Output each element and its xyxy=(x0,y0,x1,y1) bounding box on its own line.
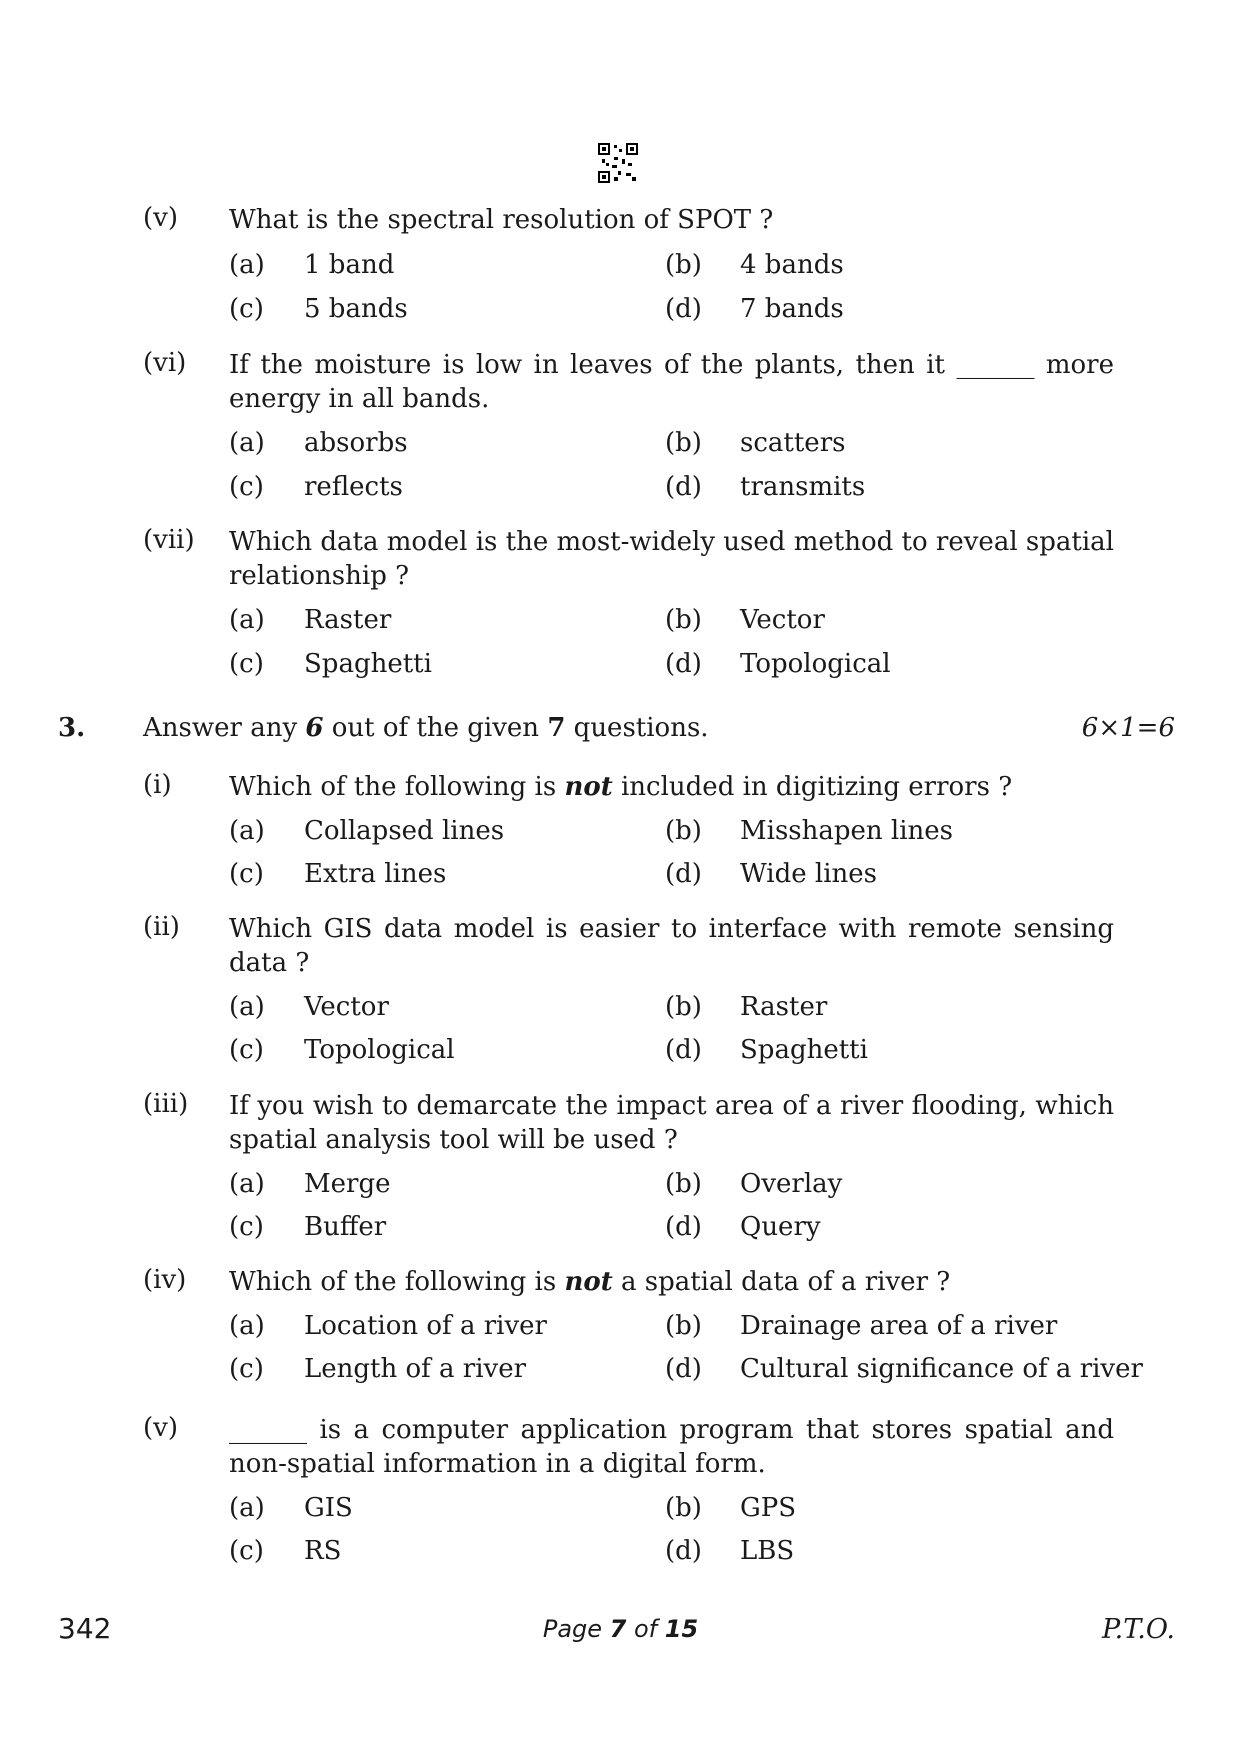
question-text: Which GIS data model is easier to interface with remote sensing data ? xyxy=(229,914,1114,978)
section-number: 3. xyxy=(58,713,86,743)
pto-label: P.T.O. xyxy=(1101,1614,1175,1645)
question-number: (iv) xyxy=(143,1265,187,1295)
question-text: If you wish to demarcate the impact area of a river flooding, which spatial analysis tool will be used ? xyxy=(229,1091,1114,1155)
qr-code-icon xyxy=(598,143,638,183)
question-text: Which data model is the most-widely used method to reveal spatial relationship ? xyxy=(229,527,1114,591)
question-text: ______ is a computer application program that stores spatial and non-spatial information in a digital form. xyxy=(229,1415,1114,1479)
question-text: What is the spectral resolution of SPOT ? xyxy=(229,205,774,235)
paper-code: 342 xyxy=(58,1612,112,1645)
question-text: If the moisture is low in leaves of the plants, then it ______ more energy in all bands. xyxy=(229,350,1114,414)
section-instruction: Answer any 6 out of the given 7 questions. xyxy=(143,713,709,743)
question-number: (vii) xyxy=(143,525,195,555)
page-number: Page 7 of 15 xyxy=(542,1615,699,1643)
section-marks: 6×1=6 xyxy=(1081,713,1175,743)
question-number: (vi) xyxy=(143,348,187,378)
question-number: (ii) xyxy=(143,912,180,942)
question-text: Which of the following is not included in digitizing errors ? xyxy=(229,772,1013,802)
question-number: (i) xyxy=(143,770,172,800)
question-number: (v) xyxy=(143,1413,178,1443)
question-text: Which of the following is not a spatial data of a river ? xyxy=(229,1267,951,1297)
question-number: (iii) xyxy=(143,1089,189,1119)
question-number: (v) xyxy=(143,203,178,233)
